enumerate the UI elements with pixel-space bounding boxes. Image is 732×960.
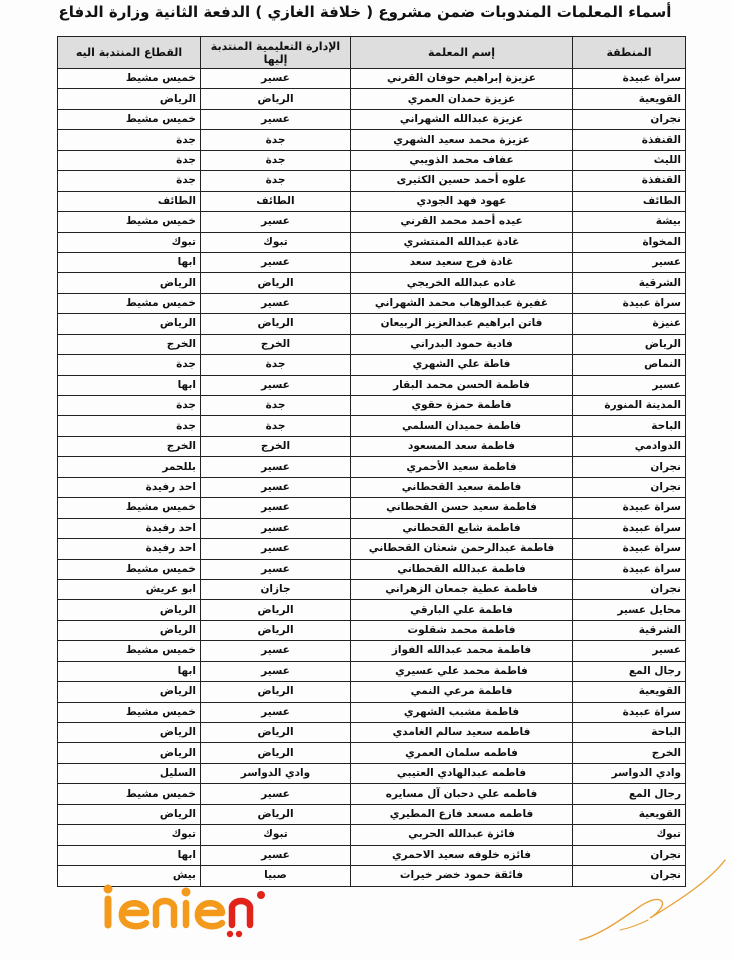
cell-admin: عسير	[201, 212, 351, 232]
cell-admin: جدة	[201, 130, 351, 150]
table-row	[58, 743, 686, 763]
cell-region: سراة عبيدة	[573, 702, 686, 722]
cell-name: فاطمة سعيد الأحمري	[351, 457, 573, 477]
header-region: المنطقة	[573, 37, 686, 69]
cell-admin: الطائف	[201, 191, 351, 211]
cell-admin: عسير	[201, 109, 351, 129]
cell-name: عهود فهد الجودي	[351, 191, 573, 211]
cell-name: غفيرة عبدالوهاب محمد الشهراني	[351, 293, 573, 313]
cell-name: فاطمة سعيد حسن القحطاني	[351, 498, 573, 518]
cell-admin: عسير	[201, 661, 351, 681]
cell-sector: الرياض	[58, 743, 201, 763]
cell-sector: الرياض	[58, 273, 201, 293]
cell-sector: جدة	[58, 130, 201, 150]
cell-name: فائقة حمود خضر خيرات	[351, 866, 573, 886]
table-row	[58, 763, 686, 783]
cell-name: عزيزة عبدالله الشهراني	[351, 109, 573, 129]
cell-region: نجران	[573, 845, 686, 865]
cell-admin: صبيا	[201, 866, 351, 886]
cell-name: فاطمة محمد شقلوت	[351, 620, 573, 640]
cell-region: نجران	[573, 866, 686, 886]
cell-admin: الرياض	[201, 600, 351, 620]
cell-region: سراة عبيدة	[573, 69, 686, 89]
table-row	[58, 109, 686, 129]
cell-sector: الطائف	[58, 191, 201, 211]
cell-region: القويعية	[573, 804, 686, 824]
cell-admin: عسير	[201, 457, 351, 477]
cell-admin: الرياض	[201, 743, 351, 763]
cell-admin: عسير	[201, 784, 351, 804]
cell-name: فاطمة سعيد القحطاني	[351, 477, 573, 497]
cell-sector: جدة	[58, 416, 201, 436]
cell-sector: السليل	[58, 763, 201, 783]
cell-name: غادة عبدالله المنتشري	[351, 232, 573, 252]
cell-sector: جدة	[58, 355, 201, 375]
table-header-row	[58, 37, 686, 69]
cell-admin: الرياض	[201, 273, 351, 293]
cell-region: الشرقية	[573, 273, 686, 293]
table-row	[58, 804, 686, 824]
table-row	[58, 69, 686, 89]
cell-name: فاتن ابراهيم عبدالعزيز الربيعان	[351, 314, 573, 334]
cell-name: فاطمة علي البارقي	[351, 600, 573, 620]
table-row	[58, 375, 686, 395]
cell-sector: خميس مشيط	[58, 559, 201, 579]
table-row	[58, 702, 686, 722]
cell-name: فاطمه مسعد فازع المطيري	[351, 804, 573, 824]
header-admin: الإدارة التعليمية المنتدبة إليها	[201, 37, 351, 69]
cell-region: محايل عسير	[573, 600, 686, 620]
cell-name: فاطمه سعيد سالم الغامدي	[351, 723, 573, 743]
cell-region: سراة عبيدة	[573, 539, 686, 559]
cell-name: فاطمة عبدالله القحطاني	[351, 559, 573, 579]
cell-admin: جدة	[201, 355, 351, 375]
cell-admin: الرياض	[201, 314, 351, 334]
cell-name: فادية حمود البدراني	[351, 334, 573, 354]
table-row	[58, 559, 686, 579]
cell-region: القويعية	[573, 89, 686, 109]
cell-sector: جدة	[58, 396, 201, 416]
cell-sector: احد رفيدة	[58, 477, 201, 497]
table-row	[58, 334, 686, 354]
table-row	[58, 232, 686, 252]
cell-sector: خميس مشيط	[58, 212, 201, 232]
cell-name: عفاف محمد الذويبي	[351, 150, 573, 170]
cell-sector: ابها	[58, 375, 201, 395]
cell-name: فاطمة محمد عبدالله الفواز	[351, 641, 573, 661]
cell-region: الرياض	[573, 334, 686, 354]
cell-admin: عسير	[201, 69, 351, 89]
cell-admin: جدة	[201, 171, 351, 191]
cell-admin: عسير	[201, 559, 351, 579]
cell-name: فائزه خلوفه سعيد الاحمري	[351, 845, 573, 865]
cell-sector: احد رفيدة	[58, 539, 201, 559]
cell-sector: خميس مشيط	[58, 702, 201, 722]
cell-admin: الخرج	[201, 436, 351, 456]
cell-sector: ابها	[58, 845, 201, 865]
cell-region: المدينة المنورة	[573, 396, 686, 416]
table-row	[58, 416, 686, 436]
cell-admin: تبوك	[201, 825, 351, 845]
cell-sector: خميس مشيط	[58, 641, 201, 661]
cell-name: فاطمة عبدالرحمن شعثان القحطاني	[351, 539, 573, 559]
cell-region: عسير	[573, 252, 686, 272]
cell-name: غادة فرج سعيد سعد	[351, 252, 573, 272]
table-row	[58, 293, 686, 313]
cell-admin: جدة	[201, 416, 351, 436]
cell-region: تبوك	[573, 825, 686, 845]
cell-admin: عسير	[201, 702, 351, 722]
signature-mark	[560, 840, 730, 950]
cell-admin: عسير	[201, 477, 351, 497]
table-row	[58, 579, 686, 599]
table-row	[58, 641, 686, 661]
cell-sector: جدة	[58, 171, 201, 191]
cell-region: الطائف	[573, 191, 686, 211]
cell-admin: عسير	[201, 845, 351, 865]
cell-sector: ابها	[58, 661, 201, 681]
cell-admin: تبوك	[201, 232, 351, 252]
cell-sector: الرياض	[58, 804, 201, 824]
cell-region: الخرج	[573, 743, 686, 763]
cell-name: فاطمة مشبب الشهري	[351, 702, 573, 722]
cell-admin: جدة	[201, 396, 351, 416]
cell-name: فاطمه سلمان العمري	[351, 743, 573, 763]
cell-name: فاطمة محمد علي عسيري	[351, 661, 573, 681]
cell-region: رجال المع	[573, 661, 686, 681]
cell-name: فاطمة شايع القحطاني	[351, 518, 573, 538]
header-sector: القطاع المنتدبة اليه	[58, 37, 201, 69]
cell-region: الدوادمي	[573, 436, 686, 456]
cell-sector: خميس مشيط	[58, 784, 201, 804]
cell-sector: خميس مشيط	[58, 498, 201, 518]
table-row	[58, 477, 686, 497]
cell-sector: ابها	[58, 252, 201, 272]
cell-region: سراة عبيدة	[573, 559, 686, 579]
cell-region: القنفذة	[573, 130, 686, 150]
cell-region: نجران	[573, 477, 686, 497]
cell-region: سراة عبيدة	[573, 293, 686, 313]
cell-region: الباحة	[573, 723, 686, 743]
cell-region: عسير	[573, 641, 686, 661]
cell-sector: تبوك	[58, 232, 201, 252]
cell-sector: الرياض	[58, 620, 201, 640]
cell-name: عيده أحمد محمد القرني	[351, 212, 573, 232]
cell-name: عزيزة محمد سعيد الشهري	[351, 130, 573, 150]
cell-admin: الرياض	[201, 682, 351, 702]
cell-sector: الرياض	[58, 682, 201, 702]
cell-admin: عسير	[201, 539, 351, 559]
table-row	[58, 661, 686, 681]
cell-admin: الرياض	[201, 804, 351, 824]
cell-sector: خميس مشيط	[58, 69, 201, 89]
cell-sector: بيش	[58, 866, 201, 886]
cell-sector: الرياض	[58, 600, 201, 620]
cell-region: الباحة	[573, 416, 686, 436]
table-row	[58, 457, 686, 477]
table-row	[58, 130, 686, 150]
cell-region: سراة عبيدة	[573, 518, 686, 538]
cell-region: الليث	[573, 150, 686, 170]
cell-admin: عسير	[201, 498, 351, 518]
cell-region: سراة عبيدة	[573, 498, 686, 518]
cell-admin: جازان	[201, 579, 351, 599]
table-row	[58, 682, 686, 702]
cell-sector: الرياض	[58, 723, 201, 743]
cell-admin: جدة	[201, 150, 351, 170]
cell-admin: عسير	[201, 641, 351, 661]
cell-sector: الخرج	[58, 436, 201, 456]
table-row	[58, 784, 686, 804]
cell-region: النماص	[573, 355, 686, 375]
cell-region: عنيزة	[573, 314, 686, 334]
cell-name: فائزة عبدالله الحربي	[351, 825, 573, 845]
table-row	[58, 212, 686, 232]
cell-sector: ابو عريش	[58, 579, 201, 599]
cell-admin: عسير	[201, 375, 351, 395]
header-name: إسم المعلمة	[351, 37, 573, 69]
table-row	[58, 620, 686, 640]
cell-admin: الرياض	[201, 723, 351, 743]
cell-admin: الرياض	[201, 620, 351, 640]
cell-sector: جدة	[58, 150, 201, 170]
cell-admin: الخرج	[201, 334, 351, 354]
table-row	[58, 191, 686, 211]
page-title: أسماء المعلمات المندوبات ضمن مشروع ( خلافة الغازي ) الدفعة الثانية وزارة الدفاع	[58, 3, 672, 21]
cell-admin: عسير	[201, 293, 351, 313]
teachers-table	[57, 36, 686, 887]
cell-sector: خميس مشيط	[58, 293, 201, 313]
cell-admin: عسير	[201, 518, 351, 538]
table-row	[58, 252, 686, 272]
cell-name: فاطة علي الشهري	[351, 355, 573, 375]
cell-region: القنفذة	[573, 171, 686, 191]
cell-region: نجران	[573, 457, 686, 477]
cell-name: علوه أحمد حسين الكثيرى	[351, 171, 573, 191]
cell-admin: عسير	[201, 252, 351, 272]
logo-image	[96, 877, 276, 939]
cell-sector: الخرج	[58, 334, 201, 354]
cell-sector: احد رفيدة	[58, 518, 201, 538]
cell-name: عزيزة حمدان العمري	[351, 89, 573, 109]
cell-region: بيشة	[573, 212, 686, 232]
cell-name: فاطمة مرعي النمي	[351, 682, 573, 702]
cell-region: نجران	[573, 109, 686, 129]
cell-region: وادي الدواسر	[573, 763, 686, 783]
cell-name: فاطمة سعد المسعود	[351, 436, 573, 456]
cell-name: فاطمه علي دحبان آل مسايره	[351, 784, 573, 804]
cell-region: عسير	[573, 375, 686, 395]
table-row	[58, 150, 686, 170]
cell-region: القويعية	[573, 682, 686, 702]
table-row	[58, 436, 686, 456]
table-row	[58, 600, 686, 620]
table-row	[58, 498, 686, 518]
cell-name: فاطمة الحسن محمد البقار	[351, 375, 573, 395]
table-row	[58, 723, 686, 743]
table-row	[58, 518, 686, 538]
cell-sector: الرياض	[58, 89, 201, 109]
cell-region: المخواة	[573, 232, 686, 252]
cell-region: الشرقية	[573, 620, 686, 640]
cell-name: فاطمة حمزة حقوي	[351, 396, 573, 416]
cell-admin: الرياض	[201, 89, 351, 109]
cell-name: فاطمة عطية جمعان الزهراني	[351, 579, 573, 599]
table-row	[58, 171, 686, 191]
table-row	[58, 539, 686, 559]
cell-name: فاطمة حميدان السلمي	[351, 416, 573, 436]
cell-name: عزيزة إبراهيم حوفان القرني	[351, 69, 573, 89]
cell-sector: بللحمر	[58, 457, 201, 477]
table-row	[58, 396, 686, 416]
table-row	[58, 314, 686, 334]
cell-region: رجال المع	[573, 784, 686, 804]
cell-sector: خميس مشيط	[58, 109, 201, 129]
cell-sector: تبوك	[58, 825, 201, 845]
cell-region: نجران	[573, 579, 686, 599]
cell-name: غاده عبدالله الخريجي	[351, 273, 573, 293]
cell-admin: وادي الدواسر	[201, 763, 351, 783]
cell-name: فاطمه عبدالهادي العتيبي	[351, 763, 573, 783]
cell-sector: الرياض	[58, 314, 201, 334]
table-row	[58, 89, 686, 109]
table-row	[58, 355, 686, 375]
table-row	[58, 273, 686, 293]
